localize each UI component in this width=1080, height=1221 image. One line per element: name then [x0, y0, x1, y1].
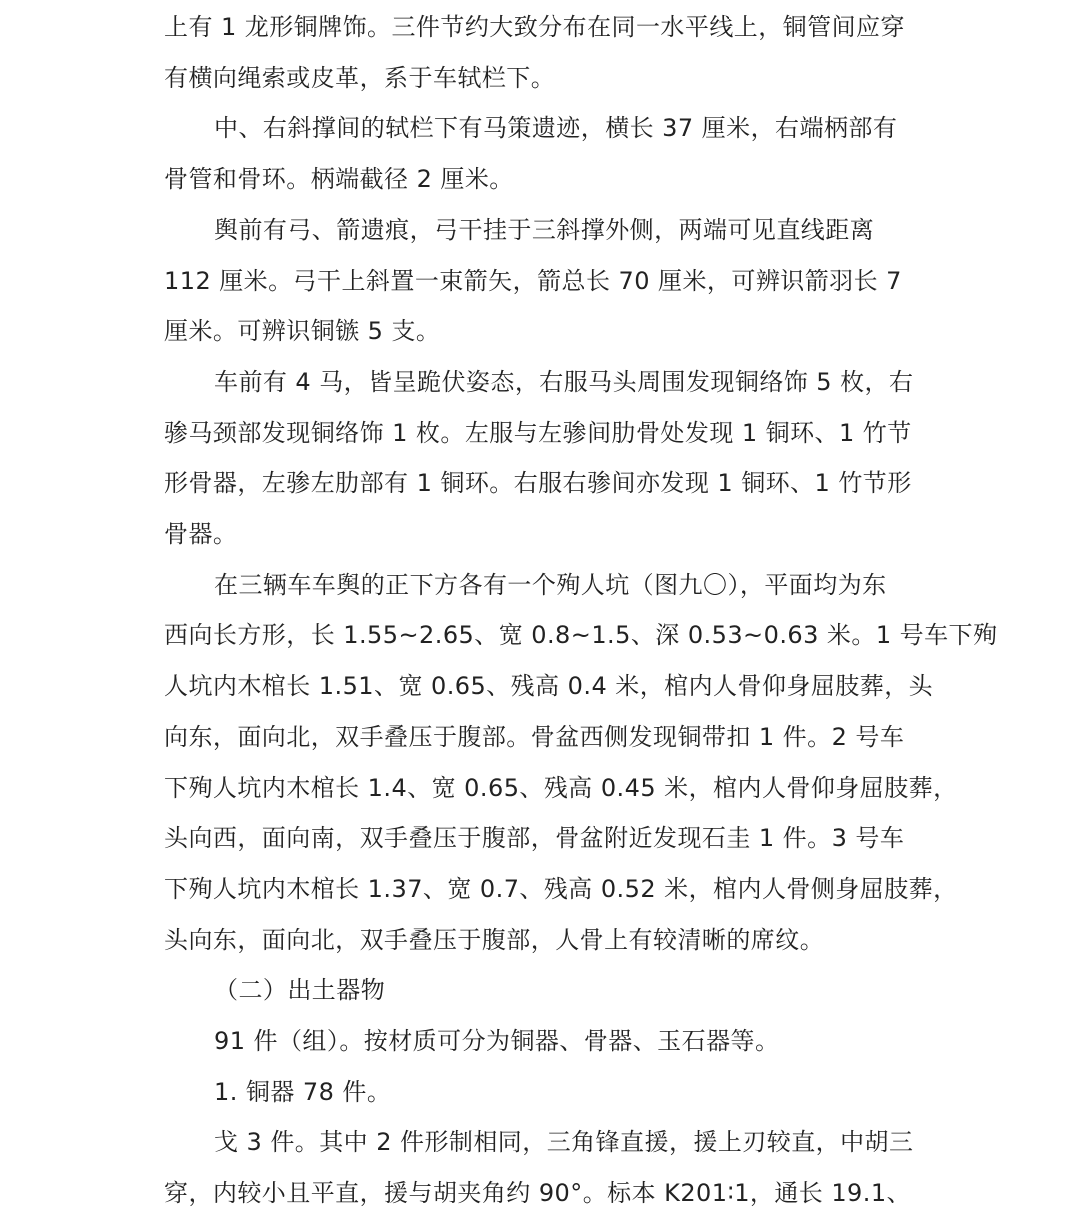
text-line: 中、右斜撑间的轼栏下有马策遗迹，横长 37 厘米，右端柄部有: [214, 114, 898, 143]
paragraph-3: [164, 205, 921, 357]
text-line: 上有 1 龙形铜牌饰。三件节约大致分布在同一水平线上，铜管间应穿: [164, 13, 905, 41]
paragraph-4: [164, 357, 921, 560]
text-line: 舆前有弓、箭遗痕，弓干挂于三斜撑外侧，两端可见直线距离: [214, 215, 875, 244]
paragraph-5: [164, 560, 998, 966]
text-line: 人坑内木棺长 1.51、宽 0.65、残高 0.4 米，棺内人骨仰身屈肢葬，头: [164, 672, 934, 701]
paragraph-2: [164, 103, 921, 204]
text-line: 在三辆车车舆的正下方各有一个殉人坑（图九〇），平面均为东: [214, 570, 887, 599]
section-heading: （二）出土器物: [214, 976, 386, 1005]
text-line: 车前有 4 马，皆呈跪伏姿态，右服马头周围发现铜络饰 5 枚，右: [214, 367, 914, 396]
text-line: 头向东，面向北，双手叠压于腹部，人骨上有较清晰的席纹。: [164, 925, 825, 954]
section-summary: 91 件（组）。按材质可分为铜器、骨器、玉石器等。: [214, 1027, 780, 1056]
text-line: 骨管和骨环。柄端截径 2 厘米。: [164, 165, 514, 194]
text-line: 下殉人坑内木棺长 1.4、宽 0.65、残高 0.45 米，棺内人骨仰身屈肢葬，: [164, 773, 958, 802]
text-line: 向东，面向北，双手叠压于腹部。骨盆西侧发现铜带扣 1 件。2 号车: [164, 722, 905, 751]
text-line: 下殉人坑内木棺长 1.37、宽 0.7、残高 0.52 米，棺内人骨侧身屈肢葬，: [164, 874, 958, 903]
text-line: 骖马颈部发现铜络饰 1 枚。左服与左骖间肋骨处发现 1 铜环、1 竹节: [164, 418, 912, 447]
text-line: 戈 3 件。其中 2 件形制相同，三角锋直援，援上刃较直，中胡三: [214, 1128, 914, 1157]
text-line: 厘米。可辨识铜镞 5 支。: [164, 317, 441, 346]
text-line: 骨器。: [164, 520, 238, 549]
paragraph-1: [164, 2, 921, 103]
text-line: 有横向绳索或皮革，系于车轼栏下。: [164, 63, 556, 92]
subsection-heading: 1. 铜器 78 件。: [214, 1077, 392, 1106]
text-line: 西向长方形，长 1.55~2.65、宽 0.8~1.5、深 0.53~0.63 米。1 号车下殉: [164, 621, 998, 650]
text-column: [164, 2, 998, 1219]
paragraph-last: [164, 1117, 921, 1218]
text-line: 穿，内较小且平直，援与胡夹角约 90°。标本 K201∶1，通长 19.1、: [164, 1179, 912, 1208]
text-line: 头向西，面向南，双手叠压于腹部，骨盆附近发现石圭 1 件。3 号车: [164, 824, 905, 853]
text-line: 112 厘米。弓干上斜置一束箭矢，箭总长 70 厘米，可辨识箭羽长 7: [164, 266, 902, 295]
text-line: 形骨器，左骖左肋部有 1 铜环。右服右骖间亦发现 1 铜环、1 竹节形: [164, 469, 912, 498]
